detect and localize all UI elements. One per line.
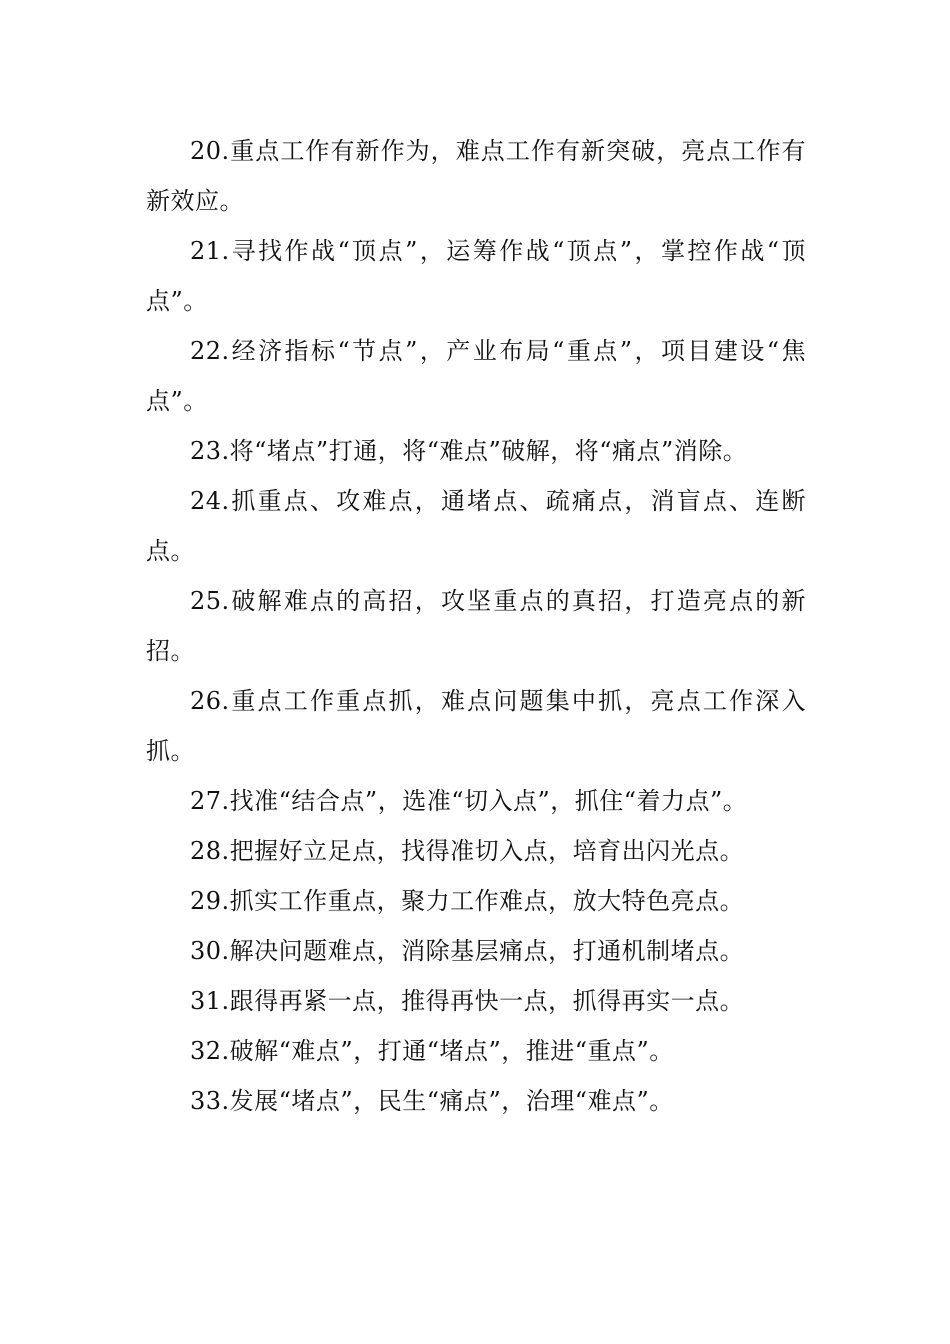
- paragraph-23: 23.将“堵点”打通，将“难点”破解，将“痛点”消除。: [190, 437, 748, 465]
- paragraph-30: 30.解决问题难点，消除基层痛点，打通机制堵点。: [190, 937, 745, 965]
- paragraph-28: 28.把握好立足点，找得准切入点，培育出闪光点。: [190, 837, 745, 865]
- paragraph-22: 22.经济指标“节点”，产业布局“重点”，项目建设“焦点”。: [146, 337, 806, 415]
- paragraph-25: 25.破解难点的高招，攻坚重点的真招，打造亮点的新招。: [146, 587, 806, 665]
- paragraph-32: 32.破解“难点”，打通“堵点”，推进“重点”。: [190, 1037, 674, 1065]
- paragraph-31: 31.跟得再紧一点，推得再快一点，抓得再实一点。: [190, 987, 745, 1015]
- paragraph-24: 24.抓重点、攻难点，通堵点、疏痛点，消盲点、连断点。: [146, 487, 806, 565]
- paragraph-26: 26.重点工作重点抓，难点问题集中抓，亮点工作深入抓。: [146, 687, 806, 765]
- paragraph-29: 29.抓实工作重点，聚力工作难点，放大特色亮点。: [190, 887, 745, 915]
- paragraph-27: 27.找准“结合点”，选准“切入点”，抓住“着力点”。: [190, 787, 748, 815]
- document-body: [146, 126, 806, 1126]
- paragraph-21: 21.寻找作战“顶点”，运筹作战“顶点”，掌控作战“顶点”。: [146, 237, 806, 315]
- paragraph-20: 20.重点工作有新作为，难点工作有新突破，亮点工作有新效应。: [146, 137, 806, 215]
- paragraph-33: 33.发展“堵点”，民生“痛点”，治理“难点”。: [190, 1087, 674, 1115]
